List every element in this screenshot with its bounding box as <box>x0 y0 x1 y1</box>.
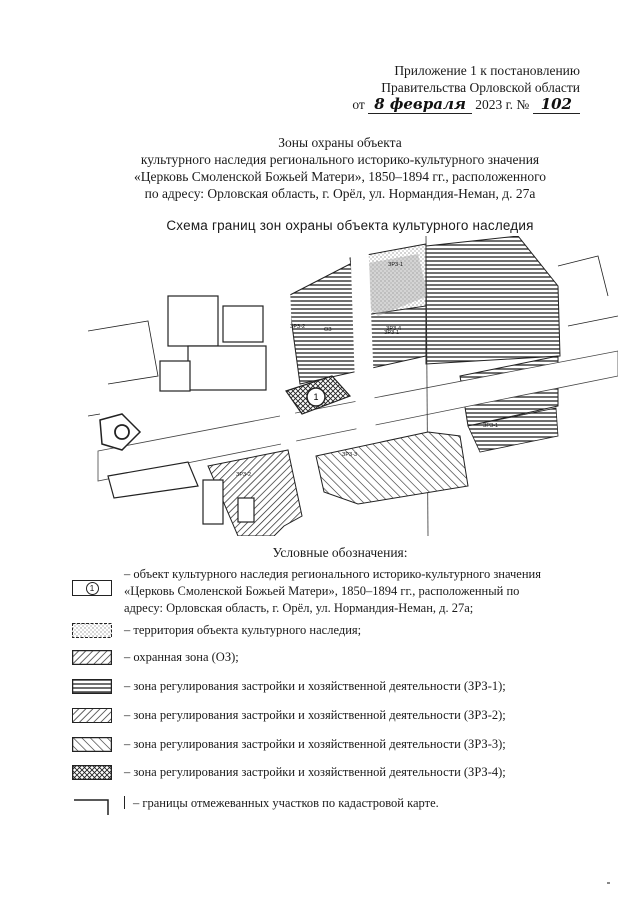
title-line-1: Зоны охраны объекта <box>278 135 402 150</box>
legend-symbol-zrz4 <box>72 765 112 780</box>
schema-title: Схема границ зон охраны объекта культурного наследия <box>166 218 534 233</box>
date-prefix: от <box>352 97 365 112</box>
legend-text-zrz1: – зона регулирования застройки и хозяйственной деятельности (ЗРЗ-1); <box>124 679 506 693</box>
legend-item-oz <box>72 649 612 667</box>
zrz1-block-north <box>288 236 560 384</box>
legend-object-line-3: адресу: Орловская область, г. Орёл, ул. Нормандия-Неман, д. 27а; <box>124 601 474 615</box>
map-label-oz: ОЗ <box>324 327 332 333</box>
legend-symbol-zrz1 <box>72 679 112 694</box>
legend-object-line-1: – объект культурного наследия регионального историко-культурного значения <box>124 567 541 581</box>
legend-boundaries-bar <box>124 796 125 809</box>
map-label-zrz2-south: ЗРЗ-2 <box>236 472 252 478</box>
legend-heading: Условные обозначения: <box>272 545 408 560</box>
legend-boundaries-label: – границы отмежеванных участков по кадастровой карте. <box>133 796 439 810</box>
document-title <box>60 134 620 202</box>
legend-item-territory <box>72 622 612 640</box>
legend-text-territory: – территория объекта культурного наследия; <box>124 623 362 637</box>
legend-symbol-boundaries <box>72 795 112 815</box>
legend-text-object <box>124 566 541 617</box>
legend-symbol-oz <box>72 650 112 665</box>
legend-text-oz: – охранная зона (ОЗ); <box>124 650 239 664</box>
legend-item-zrz1 <box>72 678 612 696</box>
zrz3-block-south <box>316 432 468 504</box>
map-label-zrz4: ЗРЗ-4 <box>386 326 402 332</box>
appendix-line-2: Правительства Орловской области <box>381 80 580 95</box>
legend-symbol-zrz2 <box>72 708 112 723</box>
title-line-2: культурного наследия регионального историко-культурного значения <box>140 152 540 167</box>
appendix-date-line <box>340 96 580 113</box>
legend-text-boundaries <box>124 795 439 812</box>
legend-text-zrz3: – зона регулирования застройки и хозяйственной деятельности (ЗРЗ-3); <box>124 737 506 751</box>
appendix-header <box>340 62 580 113</box>
legend-item-object <box>72 566 612 618</box>
map-label-zrz1-north: ЗРЗ-1 <box>388 262 404 268</box>
appendix-line-1: Приложение 1 к постановлению <box>394 63 580 78</box>
map-object-number: 1 <box>313 392 319 402</box>
map-label-zrz2-center: ЗРЗ-2 <box>290 324 306 330</box>
legend-symbol-zrz3 <box>72 737 112 752</box>
title-line-3: «Церковь Смоленской Божьей Матери», 1850–1894 гг., расположенного <box>133 169 547 184</box>
legend-item-zrz2 <box>72 707 612 725</box>
handwritten-date: 8 февраля <box>368 95 472 114</box>
legend-item-boundaries <box>72 793 612 815</box>
legend-symbol-object <box>72 580 112 596</box>
zone-map <box>88 236 618 536</box>
legend-item-zrz4 <box>72 764 612 782</box>
legend-text-zrz4: – зона регулирования застройки и хозяйственной деятельности (ЗРЗ-4); <box>124 765 506 779</box>
map-label-zrz1-center: ЗРЗ-1 <box>384 330 400 336</box>
legend-symbol-territory <box>72 623 112 638</box>
legend-object-line-2: «Церковь Смоленской Божьей Матери», 1850–1894 гг., расположенный по <box>124 584 520 598</box>
legend-object-number: 1 <box>86 582 99 595</box>
map-label-zrz1-east: ЗРЗ-1 <box>483 423 499 429</box>
map-label-zrz3: ЗРЗ-3 <box>342 452 358 458</box>
title-line-4: по адресу: Орловская область, г. Орёл, ул. Нормандия-Неман, д. 27а <box>144 186 536 201</box>
legend-item-zrz3 <box>72 736 612 754</box>
handwritten-number: 102 <box>533 95 580 114</box>
legend-text-zrz2: – зона регулирования застройки и хозяйственной деятельности (ЗРЗ-2); <box>124 708 506 722</box>
scan-speck <box>607 882 610 884</box>
date-year: 2023 г. № <box>475 97 530 112</box>
